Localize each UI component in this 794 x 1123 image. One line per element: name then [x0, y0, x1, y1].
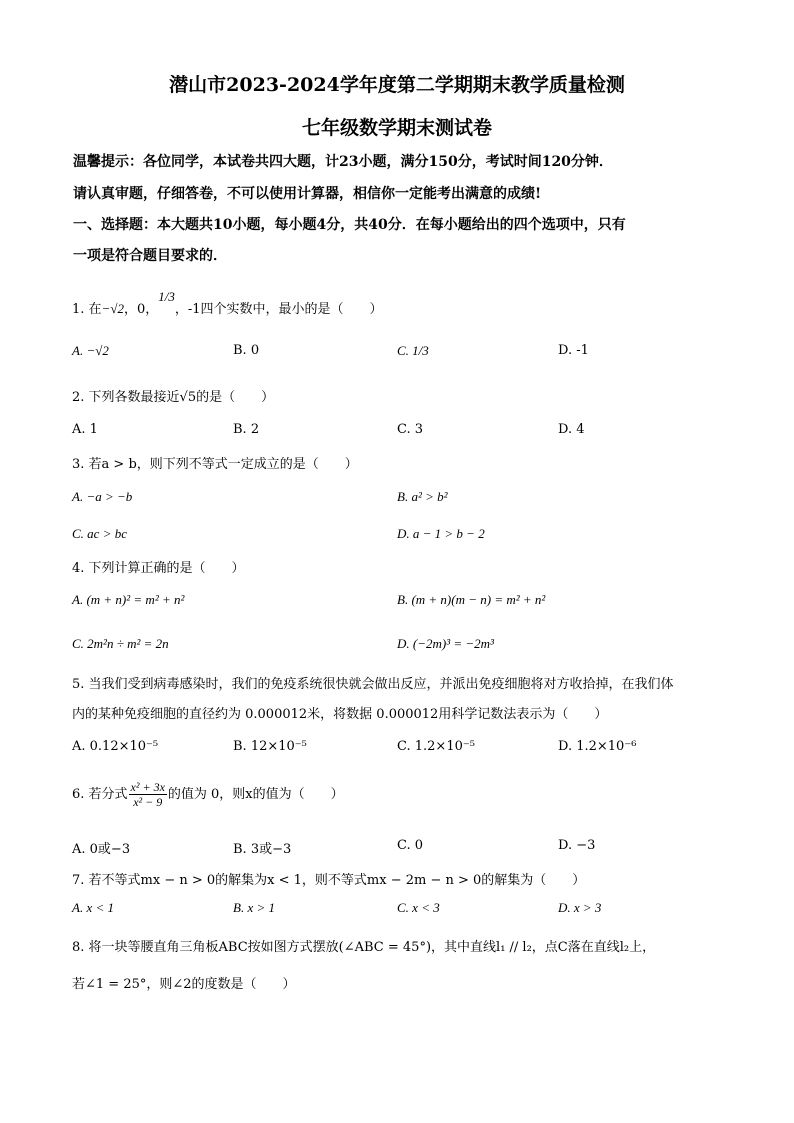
q2-option-c[interactable]: C. 3	[397, 422, 424, 437]
q4-option-d[interactable]: D. (−2m)³ = −2m³	[397, 636, 494, 651]
q1-stem-part-5: ，-1四个实数中，最小的是（ ）	[174, 302, 383, 317]
tip-line-1: 温馨提示：各位同学，本试卷共四大题，计23小题，满分150分，考试时间120分钟．	[73, 154, 613, 170]
q4-option-c[interactable]: C. 2m²n ÷ m² = 2n	[72, 636, 169, 651]
section-heading-line-2: 一项是符合题目要求的．	[73, 248, 227, 264]
q3-option-c[interactable]: C. ac > bc	[72, 526, 127, 541]
q6-option-b[interactable]: B. 3或−3	[233, 842, 292, 857]
q5-option-b[interactable]: B. 12×10⁻⁵	[233, 739, 307, 754]
q7-option-a[interactable]: A. x < 1	[72, 900, 114, 915]
q6-fraction-numerator: x² + 3x	[130, 780, 165, 794]
q5-option-c[interactable]: C. 1.2×10⁻⁵	[397, 739, 475, 754]
q2-option-d[interactable]: D. 4	[558, 422, 585, 437]
q1-neg-sqrt2: −√2	[101, 301, 124, 316]
q6-stem-prefix: 6. 若分式	[72, 787, 128, 802]
q3-option-b[interactable]: B. a² > b²	[397, 489, 448, 504]
q1-stem-part-1: 1. 在	[72, 302, 102, 317]
question-2-stem: 2. 下列各数最接近√5的是（ ）	[72, 390, 275, 405]
q4-option-b[interactable]: B. (m + n)(m − n) = m² + n²	[397, 592, 546, 607]
question-3-stem: 3. 若a > b，则下列不等式一定成立的是（ ）	[72, 457, 358, 472]
q1-stem-part-3: ，0，	[123, 302, 159, 317]
q3-option-d[interactable]: D. a − 1 > b − 2	[397, 526, 485, 541]
q4-option-a[interactable]: A. (m + n)² = m² + n²	[72, 592, 185, 607]
q7-option-d[interactable]: D. x > 3	[558, 900, 602, 915]
section-heading-line-1: 一、选择题：本大题共10小题，每小题4分，共40分．在每小题给出的四个选项中，只有	[73, 217, 626, 233]
q1-option-a[interactable]: A. −√2	[72, 343, 109, 358]
q5-option-a[interactable]: A. 0.12×10⁻⁵	[72, 739, 159, 754]
q3-option-a[interactable]: A. −a > −b	[72, 489, 133, 504]
q6-fraction-denominator: x² − 9	[133, 795, 163, 809]
q6-stem-suffix: 的值为 0，则x的值为（ ）	[167, 787, 344, 802]
q6-option-c[interactable]: C. 0	[397, 838, 424, 853]
tip-line-2: 请认真审题，仔细答卷，不可以使用计算器，相信你一定能考出满意的成绩!	[73, 186, 542, 202]
question-4-stem: 4. 下列计算正确的是（ ）	[72, 561, 245, 576]
q1-option-d[interactable]: D. -1	[558, 343, 589, 358]
q7-option-b[interactable]: B. x > 1	[233, 900, 275, 915]
q7-option-c[interactable]: C. x < 3	[397, 900, 440, 915]
q6-fraction	[129, 780, 167, 809]
exam-subtitle: 七年级数学期末测试卷	[301, 117, 492, 139]
question-1-stem	[72, 289, 383, 317]
exam-title: 潜山市2023-2024学年度第二学期期末教学质量检测	[169, 74, 625, 96]
question-8-stem-line-2: 若∠1 = 25°，则∠2的度数是（ ）	[72, 977, 296, 992]
q1-option-c[interactable]: C. 1/3	[397, 343, 429, 358]
q1-option-b[interactable]: B. 0	[233, 343, 260, 358]
q1-one-third: 1/3	[158, 289, 175, 304]
question-5-stem-line-2: 内的某种免疫细胞的直径约为 0.000012米，将数据 0.000012用科学记数法表示为（ ）	[72, 707, 608, 722]
question-6-stem	[72, 780, 344, 809]
q6-option-d[interactable]: D. −3	[558, 838, 596, 853]
q6-option-a[interactable]: A. 0或−3	[72, 842, 131, 857]
question-8-stem-line-1: 8. 将一块等腰直角三角板ABC按如图方式摆放(∠ABC = 45°)，其中直线l₁ // l₂，点C落在直线l₂上，	[72, 940, 656, 955]
q2-option-b[interactable]: B. 2	[233, 422, 260, 437]
q2-option-a[interactable]: A. 1	[72, 422, 98, 437]
question-5-stem-line-1: 5. 当我们受到病毒感染时，我们的免疫系统很快就会做出反应，并派出免疫细胞将对方收拾掉，在我们体	[72, 677, 674, 692]
q5-option-d[interactable]: D. 1.2×10⁻⁶	[558, 739, 637, 754]
question-7-stem: 7. 若不等式mx − n > 0的解集为x < 1，则不等式mx − 2m − n > 0的解集为（ ）	[72, 873, 586, 888]
